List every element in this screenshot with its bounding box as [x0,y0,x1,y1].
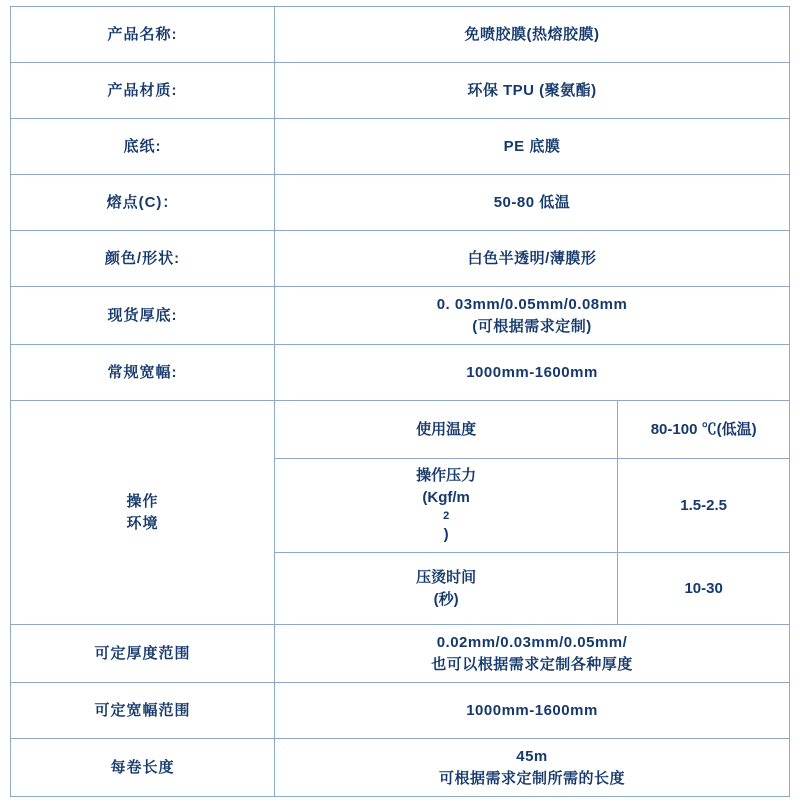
row-value-line2: 可根据需求定制所需的长度 [438,769,625,787]
row-value: PE 底膜 [275,119,790,175]
row-label: 现货厚底: [11,287,275,345]
superscript: 2 [443,509,450,522]
operating-env-key-line1: 压烫时间 [416,568,477,586]
operating-env-label-line2: 环境 [126,514,159,532]
operating-env-value: 80-100 ℃(低温) [618,401,790,459]
row-label: 每卷长度 [11,739,275,797]
row-value: 免喷胶膜(热熔胶膜) [275,7,790,63]
operating-env-label-line1: 操作 [126,492,159,510]
table-row-operating-env [11,401,790,459]
row-value: 1000mm-1600mm [275,345,790,401]
row-value: 白色半透明/薄膜形 [275,231,790,287]
row-label: 颜色/形状: [11,231,275,287]
row-label: 熔点(C)： [11,175,275,231]
table-row [11,231,790,287]
row-value: 50-80 低温 [275,175,790,231]
product-spec-table [10,6,790,797]
row-value-line2: (可根据需求定制) [472,317,592,335]
table-row [11,739,790,797]
operating-env-key: 使用温度 [275,401,618,459]
table-row [11,119,790,175]
row-value-line1: 45m [516,747,548,765]
table-row [11,345,790,401]
row-value-line1: 0.02mm/0.03mm/0.05mm/ [436,633,628,651]
operating-env-key [275,459,618,553]
row-value-line1: 0. 03mm/0.05mm/0.08mm [436,295,628,313]
operating-env-value: 1.5-2.5 [618,459,790,553]
table-row [11,683,790,739]
operating-env-key-line1: 操作压力 [416,467,477,484]
table-row [11,287,790,345]
row-value-line2: 也可以根据需求定制各种厚度 [431,655,633,673]
row-label: 可定厚度范围 [11,625,275,683]
row-label: 底纸: [11,119,275,175]
row-label: 可定宽幅范围 [11,683,275,739]
operating-env-key-line2: (Kgf/m 2 ) [279,487,613,546]
row-label: 常规宽幅: [11,345,275,401]
spec-table-body [11,7,790,797]
row-value [275,739,790,797]
operating-env-label [11,401,275,625]
operating-env-value: 10-30 [618,553,790,625]
row-value: 1000mm-1600mm [275,683,790,739]
row-value [275,625,790,683]
operating-env-key-line2: (秒) [433,590,459,608]
row-label: 产品名称: [11,7,275,63]
table-row [11,63,790,119]
table-row [11,625,790,683]
table-row [11,175,790,231]
row-value [275,287,790,345]
operating-env-key [275,553,618,625]
row-value: 环保 TPU (聚氨酯) [275,63,790,119]
row-label: 产品材质: [11,63,275,119]
table-row [11,7,790,63]
